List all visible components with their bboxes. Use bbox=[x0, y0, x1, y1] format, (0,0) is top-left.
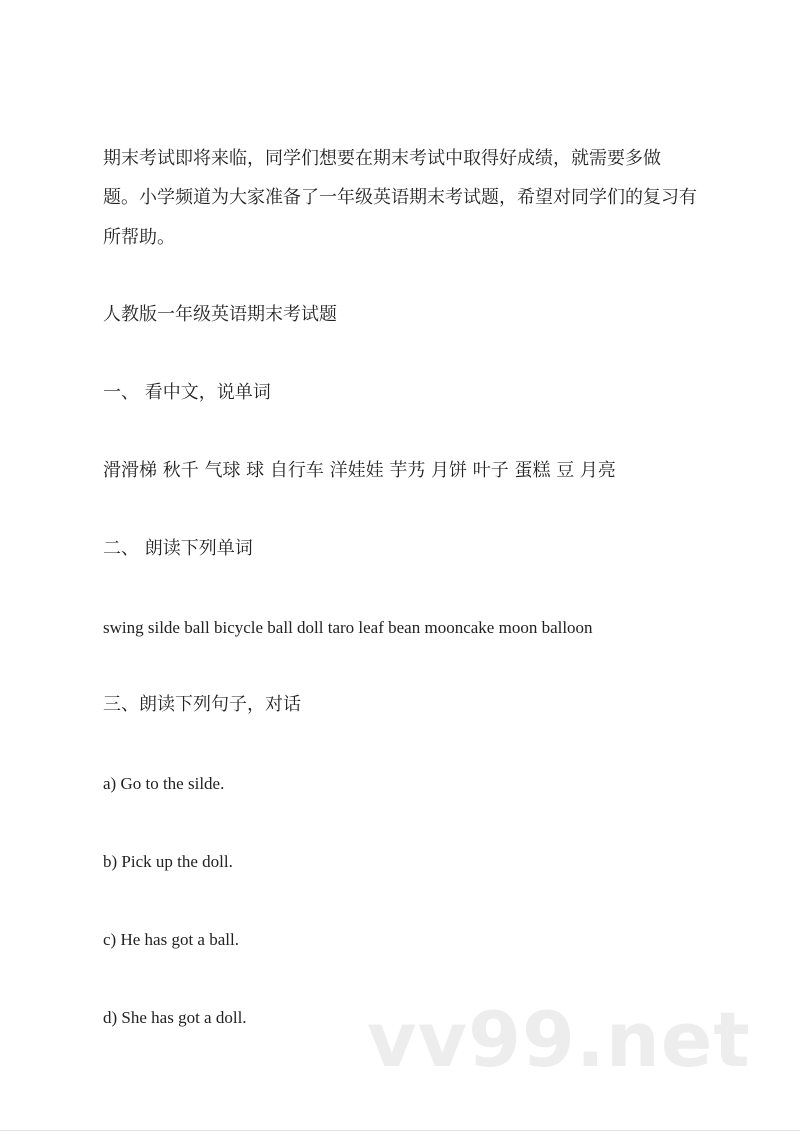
section-2-content: swing silde ball bicycle ball doll taro leaf bean mooncake moon balloon bbox=[103, 618, 593, 637]
document-title: 人教版一年级英语期末考试题 bbox=[103, 304, 337, 325]
watermark-text: vv99.net bbox=[367, 995, 751, 1084]
section-1-heading: 一、 看中文，说单词 bbox=[103, 382, 271, 403]
intro-line-1: 期末考试即将来临，同学们想要在期末考试中取得好成绩，就需要多做 bbox=[103, 148, 661, 169]
page-bottom-divider bbox=[0, 1130, 800, 1131]
intro-line-3: 所帮助。 bbox=[103, 227, 175, 248]
section-2-heading: 二、 朗读下列单词 bbox=[103, 538, 253, 559]
intro-line-2: 题。小学频道为大家准备了一年级英语期末考试题，希望对同学们的复习有 bbox=[103, 187, 697, 208]
sentence-item: c) He has got a ball. bbox=[103, 930, 239, 949]
section-3-heading: 三、朗读下列句子，对话 bbox=[103, 694, 301, 715]
sentence-item: d) She has got a doll. bbox=[103, 1008, 247, 1027]
section-1-content: 滑滑梯 秋千 气球 球 自行车 洋娃娃 芋艿 月饼 叶子 蛋糕 豆 月亮 bbox=[103, 460, 616, 481]
sentence-item: a) Go to the silde. bbox=[103, 774, 225, 793]
sentence-item: b) Pick up the doll. bbox=[103, 852, 233, 871]
